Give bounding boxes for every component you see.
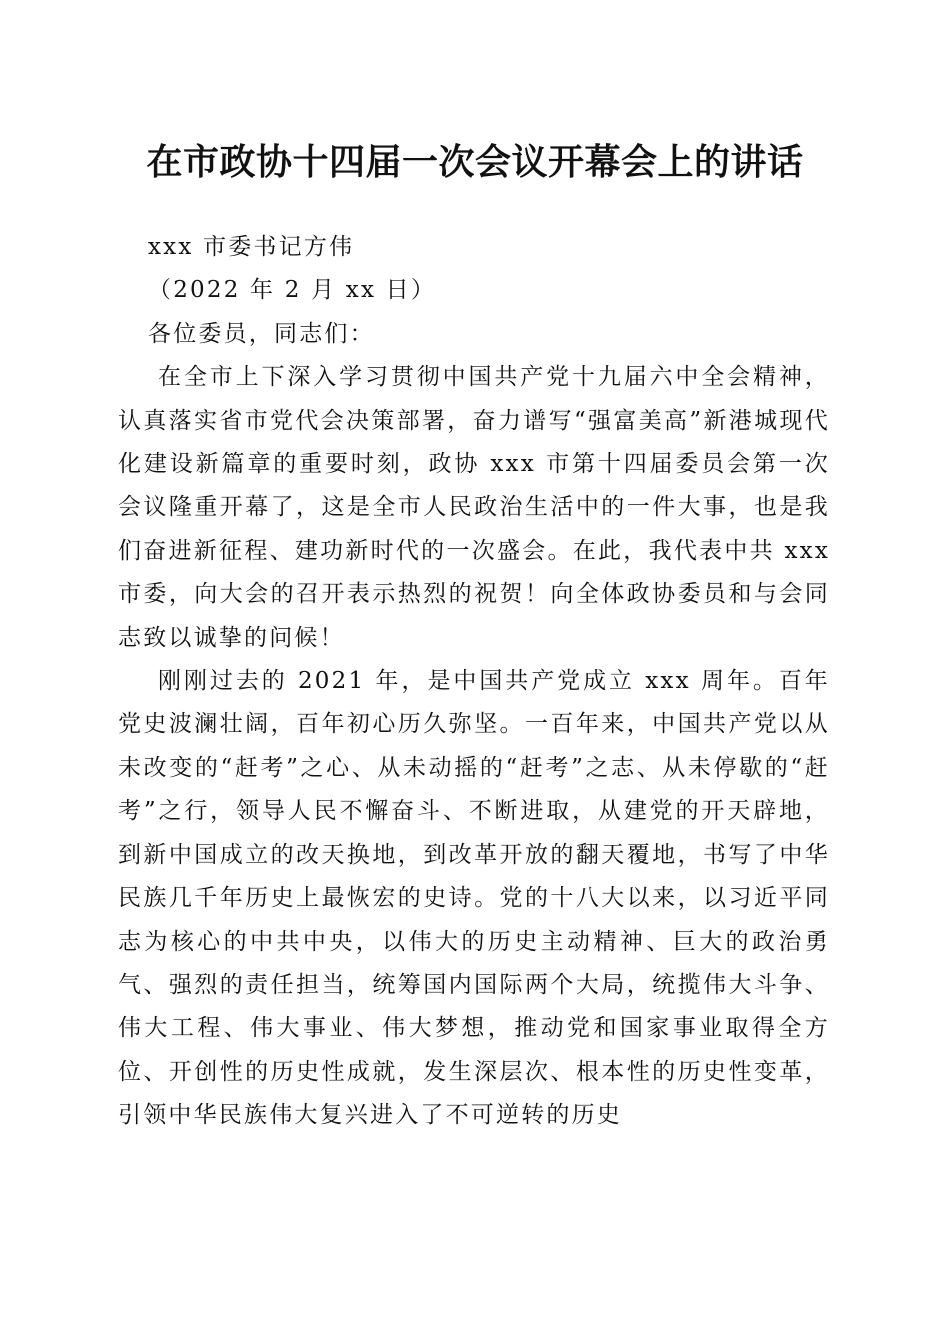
document-title: 在市政协十四届一次会议开幕会上的讲话 — [146, 141, 804, 183]
author-line: xxx 市委书记方伟 — [148, 234, 355, 260]
salutation: 各位委员，同志们： — [148, 320, 375, 347]
paragraph-1: 在全市上下深入学习贯彻中国共产党十九届六中全会精神，认真落实省市党代会决策部署，奋力谱写“强富美高”新港城现代化建设新篇章的重要时刻，政协 xxx 市第十四届委员会第一次会议隆重开幕了，这是全市人民政治生活中的一件大事，也是我们奋进新征程、建功新时代的一次盛会。在此，我代表中共 xxx 市委，向大会的召开表示热烈的祝贺！向全体政协委员和与会同志致以诚挚的问候！ — [118, 364, 830, 651]
paragraph-2: 刚刚过去的 2021 年，是中国共产党成立 xxx 周年。百年党史波澜壮阔，百年初心历久弥坚。一百年来，中国共产党以从未改变的“赶考”之心、从未动摇的“赶考”之志、从未停歇的“赶考”之行，领导人民不懈奋斗、不断进取，从建党的开天辟地，到新中国成立的改天换地，到改革开放的翻天覆地，书写了中华民族几千年历史上最恢宏的史诗。党的十八大以来，以习近平同志为核心的中共中央，以伟大的历史主动精神、巨大的政治勇气、强烈的责任担当，统筹国内国际两个大局，统揽伟大斗争、伟大工程、伟大事业、伟大梦想，推动党和国家事业取得全方位、开创性的历史性成就，发生深层次、根本性的历史性变革，引领中华民族伟大复兴进入了不可逆转的历史 — [118, 668, 830, 1129]
date-line: （2022 年 2 月 xx 日） — [148, 277, 437, 304]
document-body — [118, 226, 830, 1138]
